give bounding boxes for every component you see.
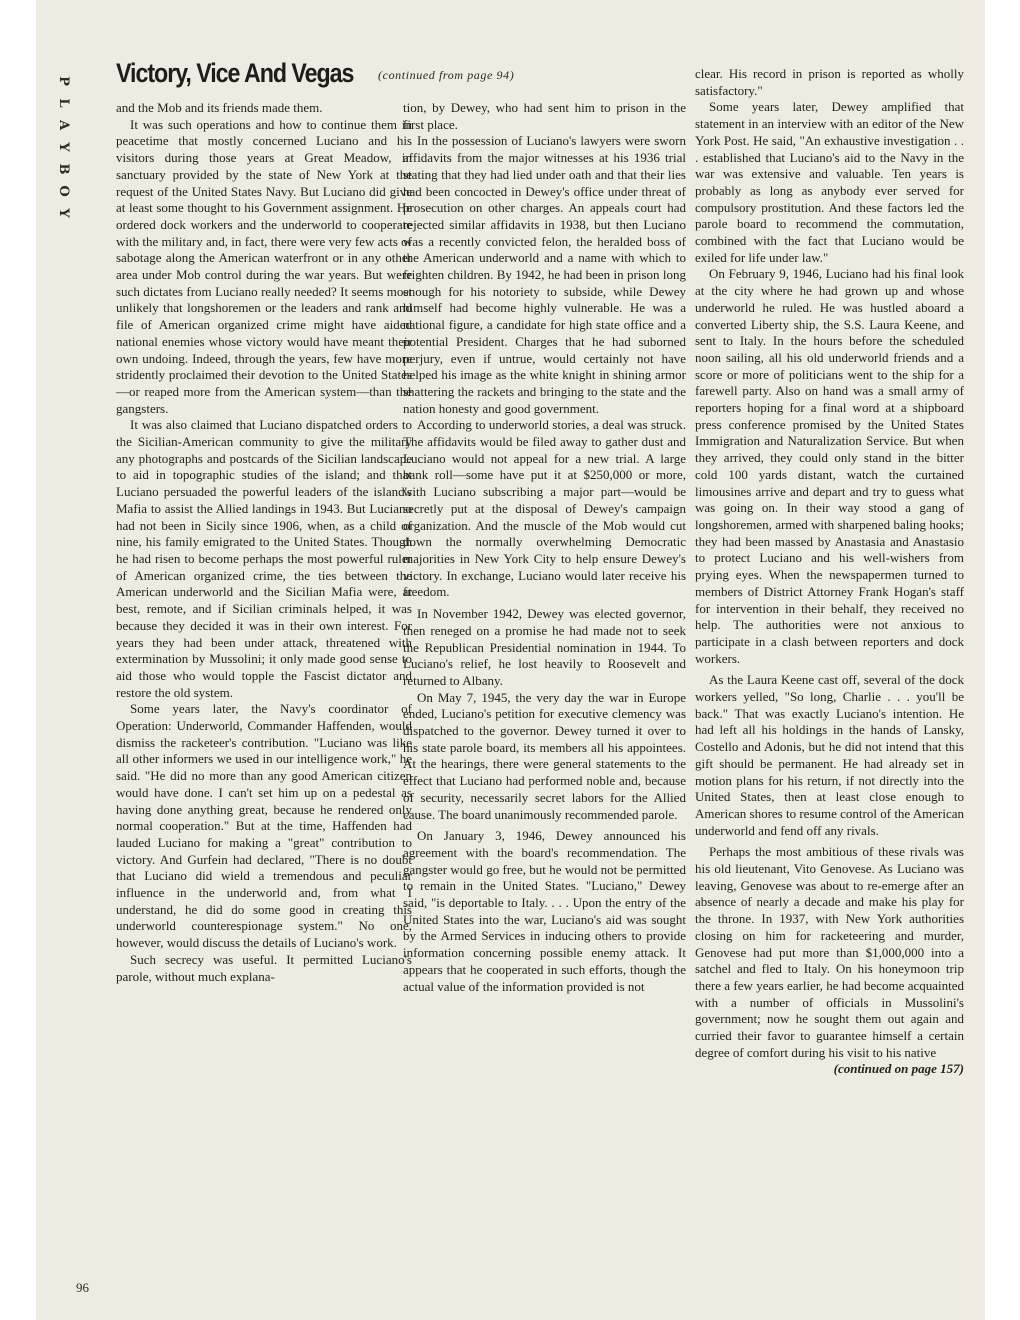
text-column-2 [403, 100, 686, 995]
page-number: 96 [76, 1280, 89, 1295]
paragraph: clear. His record in prison is reported as wholly satisfactory." [695, 66, 964, 98]
paragraph: On February 9, 1946, Luciano had his final look at the city where he had grown up and whose underworld he ruled. He was hustled aboard a converted Liberty ship, the S.S. Laura Keene, and sent to Italy. In the hours before the scheduled noon sailing, all his old underworld friends and a score or more of politicians went to the ship for a farewell party. Also on hand was a small army of reporters hoping for a final word at a shipboard press conference promised by the United States Immigration and Naturalization Service. But when they arrived, they could only stand in the bitter cold 100 yards distant, watch the curtained limousines arrive and depart and try to guess what was going on. In their way stood a gang of longshoremen, armed with sharpened baling hooks; they had been massed by Anastasia and Anastasio to protect Luciano and his well-wishers from prying eyes. When the newspapermen turned to members of District Attorney Frank Hogan's staff for intervention in their behalf, they received no help. The authorities were not anxious to participate in a clash between reporters and dock workers. [695, 266, 964, 666]
paragraph: On January 3, 1946, Dewey announced his agreement with the board's recommendation. The gangster would go free, but he would not be permitted to remain in the United States. "Luciano," Dewey said, "is deportable to Italy. . . . Upon the entry of the United States into the war, Luciano's aid was sought by the Armed Services in inducing others to provide information concerning possible enemy attack. It appears that he cooperated in such efforts, though the actual value of the information provided is not [403, 828, 686, 994]
paragraph: Some years later, the Navy's coordinator of Operation: Underworld, Commander Haffenden, would dismiss the racketeer's contribution. "Luciano was like all other informers we used in our intelligence work," he said. "He did no more than any good American citizen would have done. I can't set him up on a pedestal as having done anything great, because he rendered only normal cooperation." But at the time, Haffenden had lauded Luciano for making a "great" contribution to victory. And Gurfein had declared, "There is no doubt that Luciano did wield a tremendous and peculiar influence in the underworld and, from what I understand, he did do some good in creating this underworld counterespionage system." No one, however, would discuss the details of Luciano's work. [116, 701, 412, 951]
paragraph: Some years later, Dewey amplified that statement in an interview with an editor of the New York Post. He said, "An exhaustive investigation . . . established that Luciano's aid to the Navy in the war was extensive and valuable. Ten years is probably as long as anybody ever served for compulsory prostitution. And these factors led the parole board to recommend the commutation, combined with the fact that Luciano would be exiled for life under law." [695, 99, 964, 265]
headline-continued-note: (continued from page 94) [378, 68, 515, 82]
masthead-letter: B [56, 163, 71, 175]
paragraph: and the Mob and its friends made them. [116, 100, 323, 115]
masthead-vertical [52, 70, 74, 224]
paragraph: According to underworld stories, a deal was struck. The affidavits would be filed away to gather dust and Luciano would not appeal for a new trial. A large bank roll—some have put it at $250,000 or more, with Luciano subscribing a major part—would be secretly put at the disposal of Dewey's campaign organization. And the muscle of the Mob would cut down the normally overwhelming Democratic majorities in New York City to help ensure Dewey's victory. In exchange, Luciano would later receive his freedom. [403, 417, 686, 600]
masthead-letter: P [56, 76, 71, 86]
masthead-letter: O [56, 185, 71, 197]
magazine-page [36, 0, 985, 1320]
masthead-letter: Y [56, 142, 71, 152]
paragraph: It was also claimed that Luciano dispatched orders to the Sicilian-American community to give the military any photographs and postcards of the Sicilian landscape to aid in topographic studies of the island; and that Luciano persuaded the powerful leaders of the island's Mafia to assist the Allied landings in 1943. But Luciano had not been in Sicily since 1906, when, as a child of nine, his family emigrated to the United States. Though he had risen to become perhaps the most powerful ruler of American organized crime, the ties between the American underworld and the Sicilian Mafia were, at best, remote, and if Sicilian criminals helped, it was because they decided it was in their own interest. For years they had been under attack, threatened with extermination by Mussolini; it only made good sense to aid those who would topple the Fascist dictator and restore the old system. [116, 417, 412, 700]
paragraph: On May 7, 1945, the very day the war in Europe ended, Luciano's petition for executive clemency was dispatched to the governor. Dewey turned it over to his state parole board, its members all his appointees. At the hearings, there were general statements to the effect that Luciano had performed noble and, because of security, necessarily secret labors for the Allied cause. The board unanimously recommended parole. [403, 689, 686, 822]
paragraph: Such secrecy was useful. It permitted Luciano's parole, without much explana- [116, 951, 412, 984]
text-column-3 [695, 66, 964, 1078]
continued-note: (continued on page 157) [833, 1061, 964, 1077]
text-column-1 [116, 100, 412, 985]
masthead-letter: A [56, 119, 71, 131]
paragraph: Perhaps the most ambitious of these rivals was his old lieutenant, Vito Genovese. As Luciano was leaving, Genovese was about to re-emerge after an absence of nearly a decade and make his play for the throne. In 1937, with New York authorities closing on him for racketeering and murder, Genovese had put more than $1,000,000 into a satchel and fled to Italy. On his honeymoon trip there a few years earlier, he had become acquainted with a number of officials in Mussolini's government; now he sought them out again and curried their favor to guarantee himself a certain degree of comfort during his visit to his native [695, 844, 964, 1060]
paragraph: As the Laura Keene cast off, several of the dock workers yelled, "So long, Charlie . . . you'll be back." That was exactly Luciano's intention. He had left all his holdings in the hands of Lansky, Costello and Adonis, but he did not intend that this gift should be permanent. He had already set in motion plans for his return, if not directly into the United States, then at least close enough to American shores to resume control of the American underworld and fend off any rivals. [695, 672, 964, 838]
masthead-letter: L [56, 98, 71, 108]
paragraph: In November 1942, Dewey was elected governor, then reneged on a promise he had made not to seek the Republican Presidential nomination in 1944. To Luciano's relief, he lost heavily to Roosevelt and returned to Albany. [403, 606, 686, 688]
paragraph: It was such operations and how to continue them in peacetime that mostly concerned Luciano and his visitors during those years at Great Meadow, in sanctuary provided by the state of New York at the request of the United States Navy. But Luciano did give at least some thought to his Government assignment. He ordered dock workers and the underworld to cooperate with the military and, in fact, there were very few acts of sabotage along the American waterfront or in any other area under Mob control during the war years. But were such dictates from Luciano really needed? It seems most unlikely that longshoremen or the leaders and rank and file of American organized crime might have aided national enemies whose victory would have meant their own undoing. Indeed, through the years, few have more stridently proclaimed their devotion to the United States—or reaped more from the American system—than the gangsters. [116, 116, 412, 416]
paragraph: tion, by Dewey, who had sent him to prison in the first place. [403, 100, 686, 132]
article-headline [116, 58, 514, 89]
paragraph: In the possession of Luciano's lawyers were sworn affidavits from the major witnesses at his 1936 trial stating that they had lied under oath and that their lies had been concocted in Dewey's office under threat of prosecution on other charges. An appeals court had rejected similar affidavits in 1938, but then Luciano was a recently convicted felon, the heralded boss of the American underworld and a name with which to frighten children. By 1942, he had been in prison long enough for his notoriety to subside, while Dewey himself had become highly vulnerable. He was a national figure, a candidate for high state office and a potential President. Charges that he had suborned perjury, even if untrue, would certainly not have helped his image as the white knight in shining armor shattering the rackets and bringing to the state and the nation honesty and good government. [403, 133, 686, 416]
masthead-letter: Y [56, 208, 71, 218]
headline-title: Victory, Vice And Vegas [116, 58, 354, 88]
